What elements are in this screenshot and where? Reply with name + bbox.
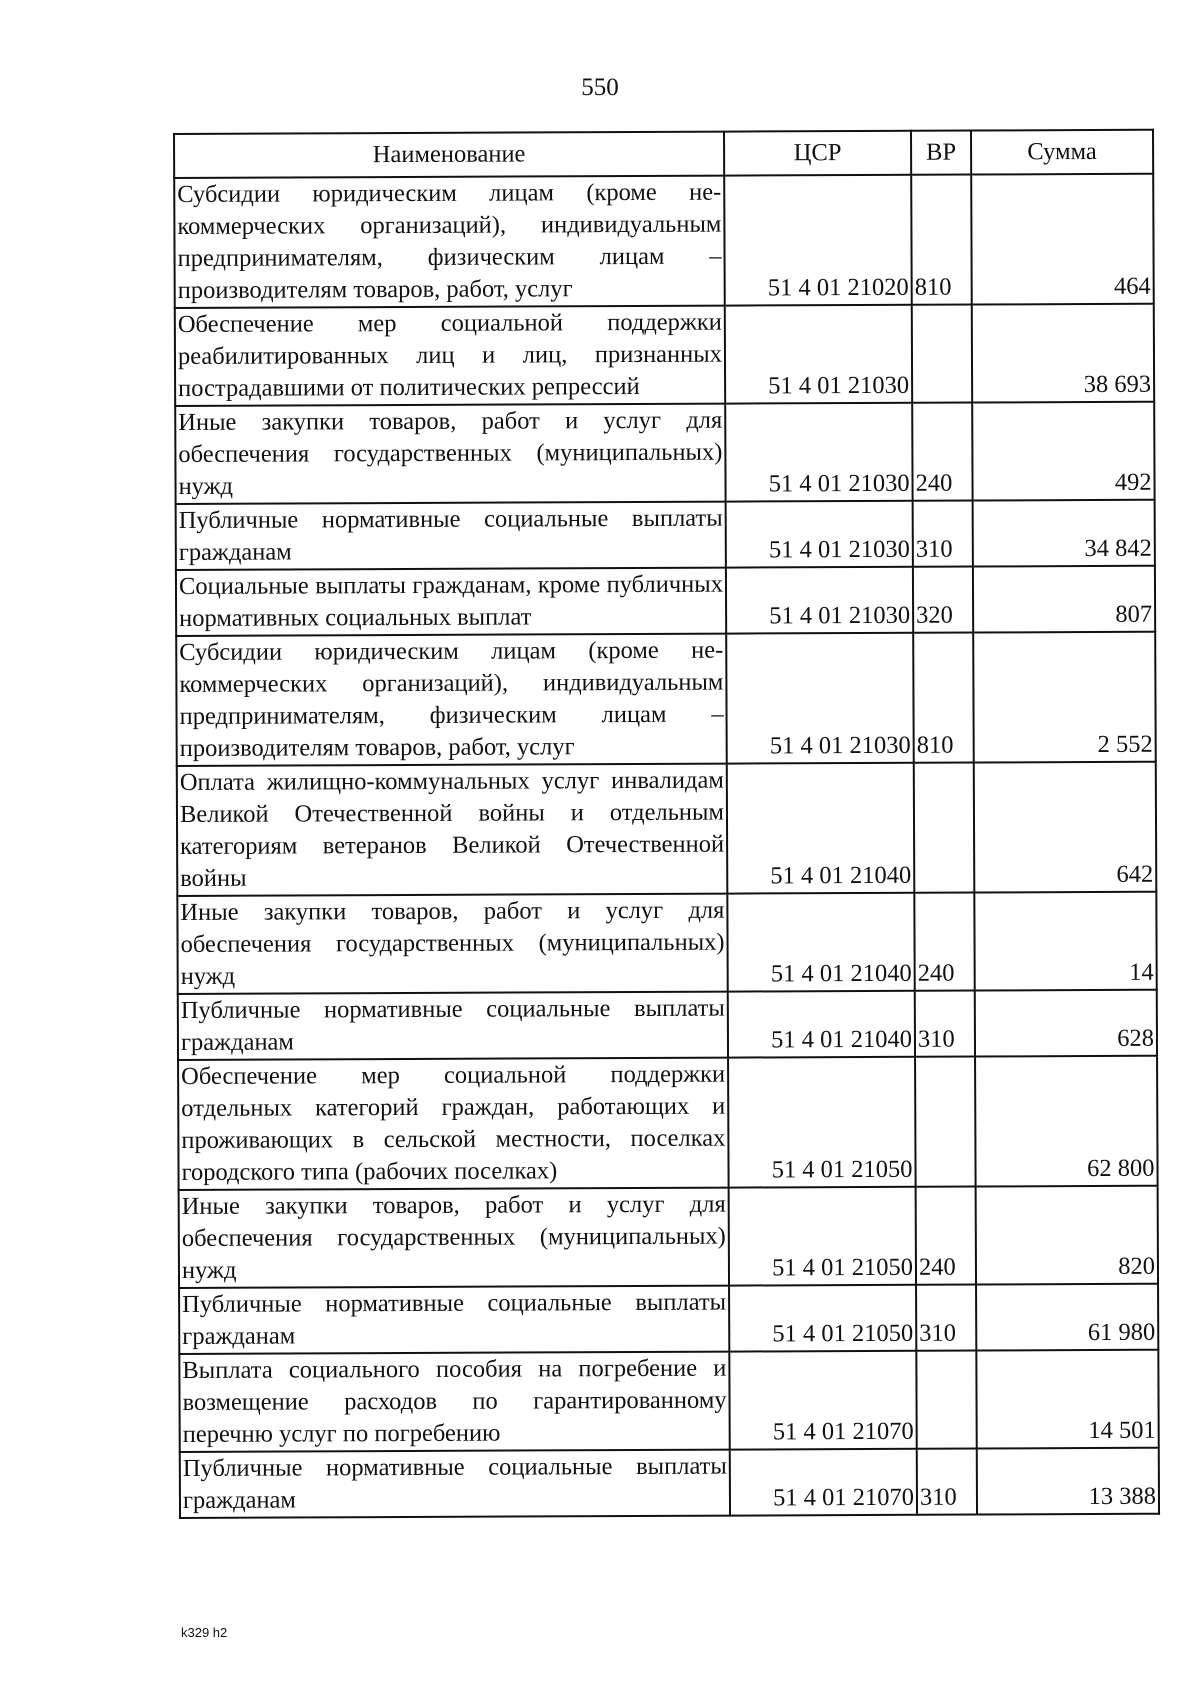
row-sum: 820 bbox=[976, 1186, 1158, 1285]
row-sum: 62 800 bbox=[975, 1056, 1158, 1187]
row-name: Публичные нормативные социальные выплаты гражданам bbox=[178, 992, 728, 1060]
header-sum: Сумма bbox=[971, 130, 1153, 175]
row-vr: 810 bbox=[911, 175, 972, 305]
row-name: Иные закупки товаров, работ и услуг для обеспечения государственных (муниципальных) нужд bbox=[175, 404, 725, 504]
row-csr: 51 4 01 21030 bbox=[726, 567, 913, 634]
row-name: Публичные нормативные социальные выплаты гражданам bbox=[180, 1450, 730, 1518]
row-csr: 51 4 01 21030 bbox=[725, 403, 912, 502]
row-vr: 310 bbox=[915, 991, 975, 1057]
row-name: Обеспечение мер социальной поддержки реабилитированных лиц и лиц, признанных пострадавшими от политических репрессий bbox=[175, 306, 725, 406]
row-vr: 310 bbox=[916, 1285, 976, 1351]
table-header-row bbox=[174, 130, 1153, 178]
row-name: Иные закупки товаров, работ и услуг для обеспечения государственных (муниципальных) нужд bbox=[177, 894, 727, 994]
row-sum: 14 501 bbox=[976, 1350, 1158, 1449]
row-csr: 51 4 01 21040 bbox=[727, 763, 915, 894]
row-csr: 51 4 01 21070 bbox=[730, 1449, 917, 1516]
table-row bbox=[179, 1284, 1158, 1354]
table-row bbox=[175, 304, 1154, 406]
row-csr: 51 4 01 21040 bbox=[727, 893, 914, 992]
row-sum: 38 693 bbox=[972, 304, 1154, 403]
table-row bbox=[176, 632, 1156, 766]
row-vr: 310 bbox=[917, 1449, 977, 1515]
row-sum: 628 bbox=[975, 990, 1157, 1057]
row-name: Оплата жилищно-коммунальных услуг инвалидам Великой Отечественной войны и отдельным категориям ветеранов Великой Отечественной войны bbox=[177, 764, 728, 896]
table-row bbox=[177, 892, 1156, 994]
row-vr: 310 bbox=[913, 501, 973, 567]
row-name: Социальные выплаты гражданам, кроме публичных нормативных социальных выплат bbox=[176, 568, 726, 636]
row-sum: 492 bbox=[972, 402, 1154, 501]
table-row bbox=[176, 500, 1155, 570]
row-sum: 642 bbox=[974, 762, 1157, 893]
row-vr bbox=[914, 763, 975, 893]
row-csr: 51 4 01 21050 bbox=[728, 1057, 916, 1188]
row-csr: 51 4 01 21040 bbox=[728, 991, 915, 1058]
row-csr: 51 4 01 21030 bbox=[726, 501, 913, 568]
table-row bbox=[180, 1448, 1159, 1518]
table-row bbox=[176, 566, 1155, 636]
table-row bbox=[178, 1056, 1158, 1190]
footer-code: k329 h2 bbox=[181, 1625, 228, 1640]
row-csr: 51 4 01 21030 bbox=[726, 633, 914, 764]
row-vr bbox=[912, 305, 972, 403]
row-sum: 61 980 bbox=[976, 1284, 1158, 1351]
row-sum: 13 388 bbox=[977, 1448, 1159, 1515]
row-csr: 51 4 01 21050 bbox=[729, 1285, 916, 1352]
header-csr: ЦСР bbox=[724, 131, 911, 176]
row-vr bbox=[916, 1351, 976, 1449]
row-vr bbox=[915, 1057, 976, 1187]
table-row bbox=[177, 762, 1157, 896]
page-number: 550 bbox=[581, 74, 619, 101]
row-name: Субсидии юридическим лицам (кроме некоммерческих организаций), индивидуальным предпринимателям, физическим лицам – производителям товаров, работ, услуг bbox=[174, 176, 725, 308]
table-row bbox=[174, 174, 1154, 308]
table-row bbox=[179, 1350, 1158, 1452]
row-name: Обеспечение мер социальной поддержки отдельных категорий граждан, работающих и проживающих в сельской местности, поселках городского типа (рабочих поселках) bbox=[178, 1058, 729, 1190]
row-vr: 240 bbox=[912, 403, 972, 501]
row-sum: 34 842 bbox=[973, 500, 1155, 567]
row-vr: 810 bbox=[913, 633, 974, 763]
row-name: Публичные нормативные социальные выплаты гражданам bbox=[179, 1286, 729, 1354]
row-name: Выплата социального пособия на погребение и возмещение расходов по гарантированному перечню услуг по погребению bbox=[179, 1352, 729, 1452]
row-sum: 464 bbox=[971, 174, 1154, 305]
row-name: Иные закупки товаров, работ и услуг для обеспечения государственных (муниципальных) нужд bbox=[179, 1188, 729, 1288]
row-name: Публичные нормативные социальные выплаты гражданам bbox=[176, 502, 726, 570]
row-csr: 51 4 01 21030 bbox=[725, 305, 912, 404]
table-row bbox=[178, 990, 1157, 1060]
row-vr: 320 bbox=[913, 567, 973, 633]
budget-table bbox=[173, 129, 1160, 1519]
row-vr: 240 bbox=[916, 1187, 976, 1285]
table-row bbox=[175, 402, 1154, 504]
row-vr: 240 bbox=[914, 893, 974, 991]
row-csr: 51 4 01 21070 bbox=[729, 1351, 916, 1450]
header-vr: ВР bbox=[911, 131, 971, 175]
row-sum: 14 bbox=[974, 892, 1156, 991]
row-sum: 807 bbox=[973, 566, 1155, 633]
row-csr: 51 4 01 21020 bbox=[724, 175, 912, 306]
row-sum: 2 552 bbox=[973, 632, 1156, 763]
table-row bbox=[179, 1186, 1158, 1288]
header-name: Наименование bbox=[174, 132, 724, 178]
row-name: Субсидии юридическим лицам (кроме некоммерческих организаций), индивидуальным предпринимателям, физическим лицам – производителям товаров, работ, услуг bbox=[176, 634, 727, 766]
row-csr: 51 4 01 21050 bbox=[729, 1187, 916, 1286]
